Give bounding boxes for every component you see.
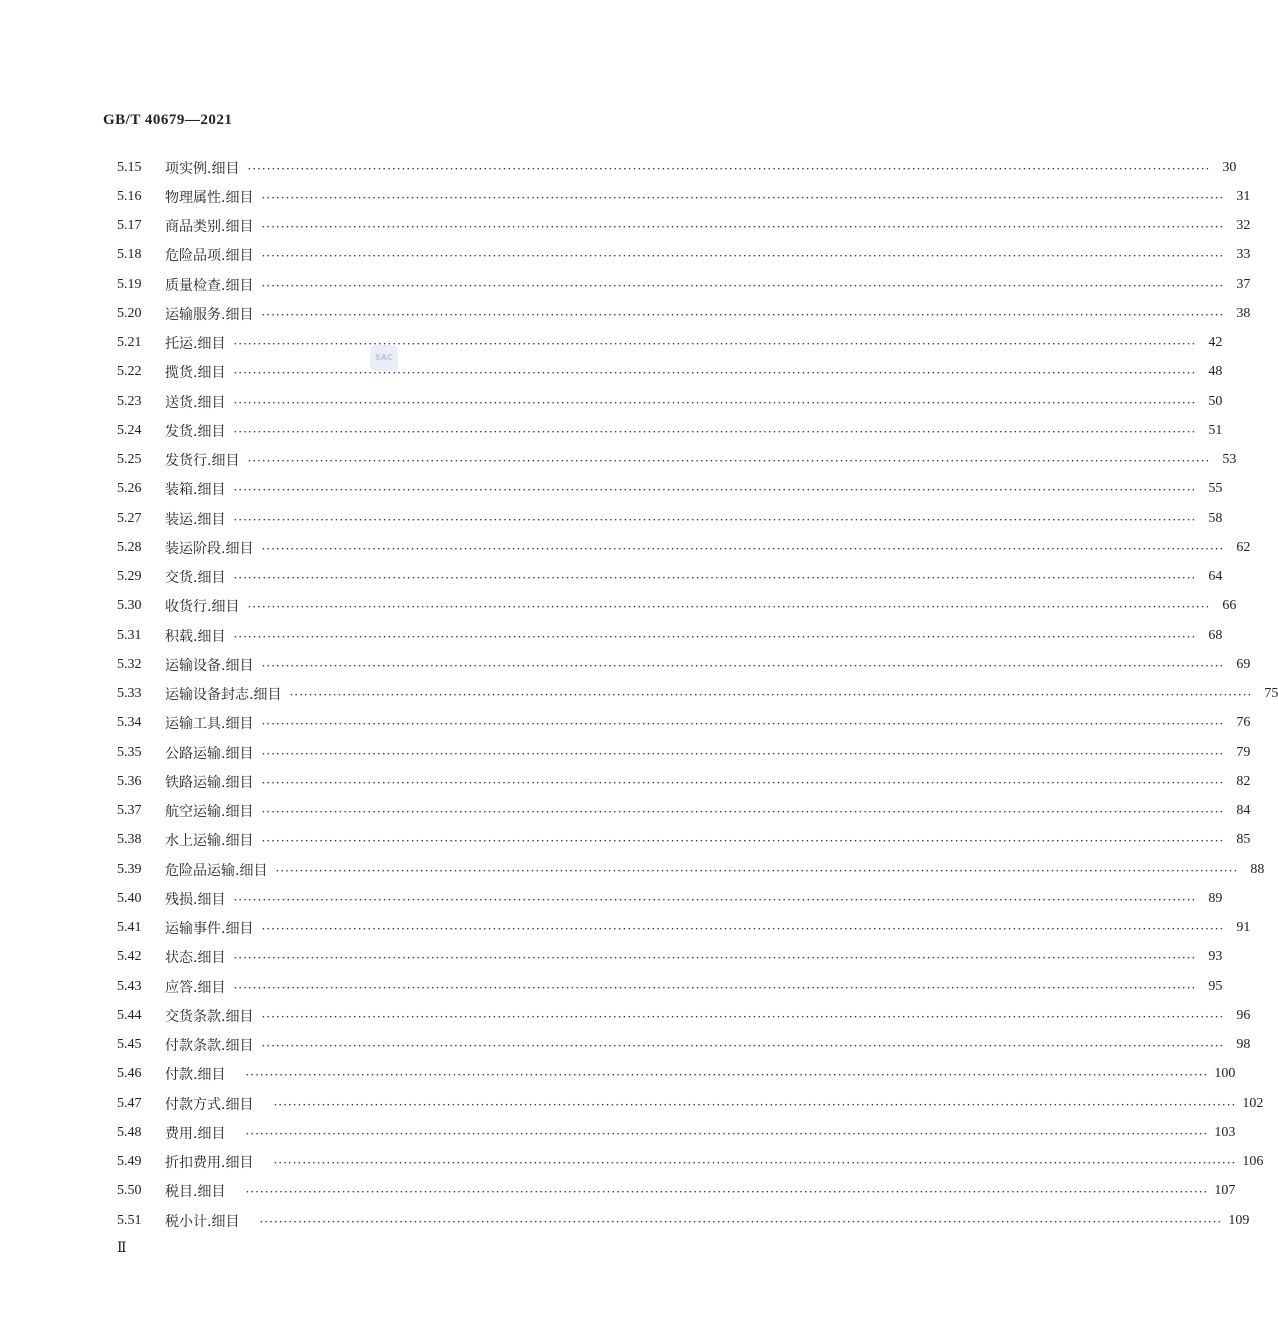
- toc-entry-number: 5.28: [117, 539, 142, 555]
- toc-entry-page: 106: [1242, 1154, 1264, 1170]
- toc-dot-leader: ········································································································································································································: [233, 337, 1197, 352]
- toc-entry-page: 100: [1214, 1066, 1236, 1082]
- toc-entry-number: 5.46: [117, 1066, 142, 1082]
- toc-entry[interactable]: [117, 212, 1251, 241]
- toc-dot-leader: ········································································································································································································: [259, 1214, 1223, 1229]
- toc-entry-number: 5.35: [117, 744, 142, 760]
- toc-dot-leader: ········································································································································································································: [261, 775, 1225, 790]
- toc-entry-page: 30: [1222, 159, 1237, 175]
- toc-entry[interactable]: [117, 1177, 1236, 1206]
- toc-entry-page: 53: [1222, 452, 1237, 468]
- toc-entry-number: 5.19: [117, 276, 142, 292]
- toc-dot-leader: ········································································································································································································: [233, 483, 1197, 498]
- toc-entry-title: 运输设备.细目: [165, 657, 254, 674]
- toc-entry-page: 64: [1208, 569, 1223, 585]
- toc-entry-page: 62: [1236, 539, 1251, 555]
- toc-entry-number: 5.24: [117, 422, 142, 438]
- toc-entry-number: 5.22: [117, 364, 142, 380]
- toc-dot-leader: ········································································································································································································: [261, 249, 1225, 264]
- toc-entry[interactable]: [117, 475, 1223, 504]
- toc-entry-number: 5.44: [117, 1007, 142, 1023]
- toc-entry-title: 运输设备封志.细目: [165, 687, 282, 704]
- toc-entry-title: 揽货.细目: [165, 365, 226, 382]
- toc-entry-number: 5.42: [117, 949, 142, 965]
- toc-entry-page: 88: [1250, 861, 1265, 877]
- toc-entry-page: 103: [1214, 1124, 1236, 1140]
- toc-entry-page: 48: [1208, 364, 1223, 380]
- toc-entry-title: 物理属性.细目: [165, 189, 254, 206]
- toc-dot-leader: ········································································································································································································: [233, 424, 1197, 439]
- toc-entry-page: 76: [1236, 715, 1251, 731]
- toc-entry-page: 75: [1264, 686, 1278, 702]
- toc-entry-page: 93: [1208, 949, 1223, 965]
- toc-dot-leader: ········································································································································································································: [261, 746, 1225, 761]
- toc-entry-page: 50: [1208, 393, 1223, 409]
- toc-entry-title: 发货行.细目: [165, 453, 240, 470]
- toc-dot-leader: ········································································································································································································: [247, 600, 1211, 615]
- toc-entry[interactable]: [117, 767, 1251, 796]
- toc-entry-number: 5.31: [117, 627, 142, 643]
- toc-entry[interactable]: [117, 972, 1223, 1001]
- toc-entry-page: 89: [1208, 890, 1223, 906]
- toc-entry[interactable]: [117, 1060, 1236, 1089]
- toc-entry-title: 运输事件.细目: [165, 921, 254, 938]
- toc-dot-leader: ········································································································································································································: [289, 688, 1253, 703]
- toc-dot-leader: ········································································································································································································: [261, 805, 1225, 820]
- toc-dot-leader: ········································································································································································································: [233, 366, 1197, 381]
- toc-entry-number: 5.36: [117, 773, 142, 789]
- toc-dot-leader: ········································································································································································································: [245, 1185, 1209, 1200]
- toc-entry-title: 付款.细目: [165, 1067, 226, 1084]
- toc-entry[interactable]: [117, 563, 1223, 592]
- toc-dot-leader: ········································································································································································································: [261, 922, 1225, 937]
- toc-dot-leader: ········································································································································································································: [261, 1039, 1225, 1054]
- toc-entry-page: 42: [1208, 335, 1223, 351]
- toc-dot-leader: ········································································································································································································: [261, 220, 1225, 235]
- toc-entry-number: 5.33: [117, 686, 142, 702]
- toc-dot-leader: ········································································································································································································: [261, 541, 1225, 556]
- toc-entry-page: 69: [1236, 656, 1251, 672]
- standard-code: GB/T 40679—2021: [103, 112, 233, 128]
- toc-entry-title: 商品类别.细目: [165, 219, 254, 236]
- toc-entry-number: 5.37: [117, 803, 142, 819]
- toc-entry-number: 5.45: [117, 1037, 142, 1053]
- toc-entry-title: 收货行.细目: [165, 599, 240, 616]
- toc-entry[interactable]: [117, 153, 1237, 182]
- toc-entry-page: 85: [1236, 832, 1251, 848]
- toc-entry-page: 37: [1236, 276, 1251, 292]
- toc-entry-title: 残损.细目: [165, 891, 226, 908]
- toc-entry-number: 5.29: [117, 569, 142, 585]
- toc-entry-number: 5.48: [117, 1124, 142, 1140]
- toc-entry[interactable]: [117, 533, 1251, 562]
- toc-entry-number: 5.27: [117, 510, 142, 526]
- toc-dot-leader: ········································································································································································································: [233, 571, 1197, 586]
- toc-dot-leader: ········································································································································································································: [233, 980, 1197, 995]
- toc-entry[interactable]: [117, 1031, 1251, 1060]
- toc-entry[interactable]: [117, 1148, 1264, 1177]
- toc-entry-page: 109: [1228, 1212, 1250, 1228]
- toc-entry[interactable]: [117, 446, 1237, 475]
- toc-entry[interactable]: [117, 943, 1223, 972]
- toc-entry-title: 应答.细目: [165, 979, 226, 996]
- toc-dot-leader: ········································································································································································································: [233, 951, 1197, 966]
- toc-entry-number: 5.17: [117, 218, 142, 234]
- sac-watermark-logo: SAC: [370, 345, 398, 371]
- toc-entry[interactable]: [117, 504, 1223, 533]
- toc-entry-page: 31: [1236, 188, 1251, 204]
- table-of-contents: [117, 153, 1278, 1235]
- toc-entry-title: 送货.细目: [165, 394, 226, 411]
- toc-entry-title: 交货.细目: [165, 570, 226, 587]
- toc-entry[interactable]: [117, 709, 1251, 738]
- toc-entry-number: 5.30: [117, 598, 142, 614]
- toc-entry-page: 95: [1208, 978, 1223, 994]
- toc-entry-title: 折扣费用.细目: [165, 1155, 254, 1172]
- toc-entry-number: 5.38: [117, 832, 142, 848]
- toc-entry-title: 装运.细目: [165, 511, 226, 528]
- toc-entry-page: 98: [1236, 1037, 1251, 1053]
- toc-entry-number: 5.39: [117, 861, 142, 877]
- toc-entry-number: 5.20: [117, 305, 142, 321]
- toc-entry[interactable]: [117, 358, 1223, 387]
- toc-entry-title: 危险品运输.细目: [165, 862, 268, 879]
- toc-entry-title: 状态.细目: [165, 950, 226, 967]
- toc-entry-title: 公路运输.细目: [165, 745, 254, 762]
- toc-dot-leader: ········································································································································································································: [275, 863, 1239, 878]
- toc-entry-page: 107: [1214, 1183, 1236, 1199]
- toc-dot-leader: ········································································································································································································: [245, 1126, 1209, 1141]
- toc-entry-title: 积载.细目: [165, 628, 226, 645]
- toc-entry-page: 32: [1236, 218, 1251, 234]
- toc-entry[interactable]: [117, 270, 1251, 299]
- toc-entry-title: 发货.细目: [165, 423, 226, 440]
- toc-entry-number: 5.16: [117, 188, 142, 204]
- toc-entry-number: 5.49: [117, 1154, 142, 1170]
- toc-entry-page: 66: [1222, 598, 1237, 614]
- toc-dot-leader: ········································································································································································································: [261, 834, 1225, 849]
- toc-entry-title: 税目.细目: [165, 1184, 226, 1201]
- toc-entry[interactable]: [117, 416, 1223, 445]
- toc-entry-number: 5.51: [117, 1212, 142, 1228]
- toc-dot-leader: ········································································································································································································: [261, 190, 1225, 205]
- toc-entry-title: 航空运输.细目: [165, 804, 254, 821]
- toc-entry-title: 付款方式.细目: [165, 1096, 254, 1113]
- toc-entry-page: 33: [1236, 247, 1251, 263]
- toc-entry[interactable]: [117, 1206, 1250, 1235]
- toc-entry[interactable]: [117, 241, 1251, 270]
- toc-dot-leader: ········································································································································································································: [245, 1068, 1209, 1083]
- toc-entry-page: 84: [1236, 803, 1251, 819]
- toc-entry-number: 5.43: [117, 978, 142, 994]
- toc-entry-number: 5.26: [117, 481, 142, 497]
- toc-entry-title: 税小计.细目: [165, 1213, 240, 1230]
- toc-dot-leader: ········································································································································································································: [273, 1097, 1237, 1112]
- toc-entry-title: 水上运输.细目: [165, 833, 254, 850]
- toc-entry-page: 38: [1236, 305, 1251, 321]
- toc-entry-page: 79: [1236, 744, 1251, 760]
- toc-entry-page: 102: [1242, 1095, 1264, 1111]
- toc-dot-leader: ········································································································································································································: [273, 1156, 1237, 1171]
- toc-entry[interactable]: [117, 387, 1223, 416]
- toc-entry-title: 危险品项.细目: [165, 248, 254, 265]
- toc-entry[interactable]: [117, 329, 1223, 358]
- toc-entry[interactable]: [117, 680, 1278, 709]
- toc-entry-title: 铁路运输.细目: [165, 774, 254, 791]
- toc-entry-page: 55: [1208, 481, 1223, 497]
- toc-dot-leader: ········································································································································································································: [233, 395, 1197, 410]
- toc-dot-leader: ········································································································································································································: [261, 1009, 1225, 1024]
- toc-entry-number: 5.34: [117, 715, 142, 731]
- toc-entry-number: 5.50: [117, 1183, 142, 1199]
- toc-entry-title: 装运阶段.细目: [165, 540, 254, 557]
- toc-entry-number: 5.32: [117, 656, 142, 672]
- toc-entry-number: 5.18: [117, 247, 142, 263]
- toc-entry-number: 5.21: [117, 335, 142, 351]
- toc-entry[interactable]: [117, 592, 1237, 621]
- toc-entry-number: 5.40: [117, 890, 142, 906]
- toc-entry-number: 5.47: [117, 1095, 142, 1111]
- toc-entry-title: 质量检查.细目: [165, 277, 254, 294]
- toc-entry-number: 5.15: [117, 159, 142, 175]
- toc-entry-page: 68: [1208, 627, 1223, 643]
- toc-entry-number: 5.41: [117, 920, 142, 936]
- toc-entry-title: 付款条款.细目: [165, 1038, 254, 1055]
- toc-dot-leader: ········································································································································································································: [233, 512, 1197, 527]
- toc-entry[interactable]: [117, 1089, 1264, 1118]
- toc-entry[interactable]: [117, 914, 1251, 943]
- toc-dot-leader: ········································································································································································································: [261, 658, 1225, 673]
- toc-entry[interactable]: [117, 884, 1223, 913]
- toc-entry[interactable]: [117, 1118, 1236, 1147]
- toc-entry-number: 5.23: [117, 393, 142, 409]
- toc-entry-title: 运输工具.细目: [165, 716, 254, 733]
- toc-entry[interactable]: [117, 738, 1251, 767]
- toc-entry-page: 96: [1236, 1007, 1251, 1023]
- toc-entry[interactable]: [117, 826, 1251, 855]
- toc-entry-title: 托运.细目: [165, 336, 226, 353]
- toc-entry[interactable]: [117, 797, 1251, 826]
- toc-entry-page: 91: [1236, 920, 1251, 936]
- toc-entry-page: 82: [1236, 773, 1251, 789]
- toc-entry[interactable]: [117, 299, 1251, 328]
- toc-entry[interactable]: [117, 182, 1251, 211]
- toc-dot-leader: ········································································································································································································: [261, 278, 1225, 293]
- toc-entry[interactable]: [117, 650, 1251, 679]
- toc-entry-title: 费用.细目: [165, 1125, 226, 1142]
- toc-dot-leader: ········································································································································································································: [233, 629, 1197, 644]
- page-number: Ⅱ: [117, 1241, 127, 1256]
- toc-dot-leader: ········································································································································································································: [247, 161, 1211, 176]
- toc-entry-page: 58: [1208, 510, 1223, 526]
- toc-dot-leader: ········································································································································································································: [261, 717, 1225, 732]
- toc-entry[interactable]: [117, 855, 1265, 884]
- toc-dot-leader: ········································································································································································································: [247, 454, 1211, 469]
- toc-entry[interactable]: [117, 1001, 1251, 1030]
- toc-entry-number: 5.25: [117, 452, 142, 468]
- toc-entry-title: 项实例.细目: [165, 160, 240, 177]
- toc-entry-title: 运输服务.细目: [165, 306, 254, 323]
- toc-dot-leader: ········································································································································································································: [261, 307, 1225, 322]
- toc-entry-title: 交货条款.细目: [165, 1008, 254, 1025]
- toc-entry[interactable]: [117, 621, 1223, 650]
- toc-entry-title: 装箱.细目: [165, 482, 226, 499]
- toc-entry-page: 51: [1208, 422, 1223, 438]
- toc-dot-leader: ········································································································································································································: [233, 892, 1197, 907]
